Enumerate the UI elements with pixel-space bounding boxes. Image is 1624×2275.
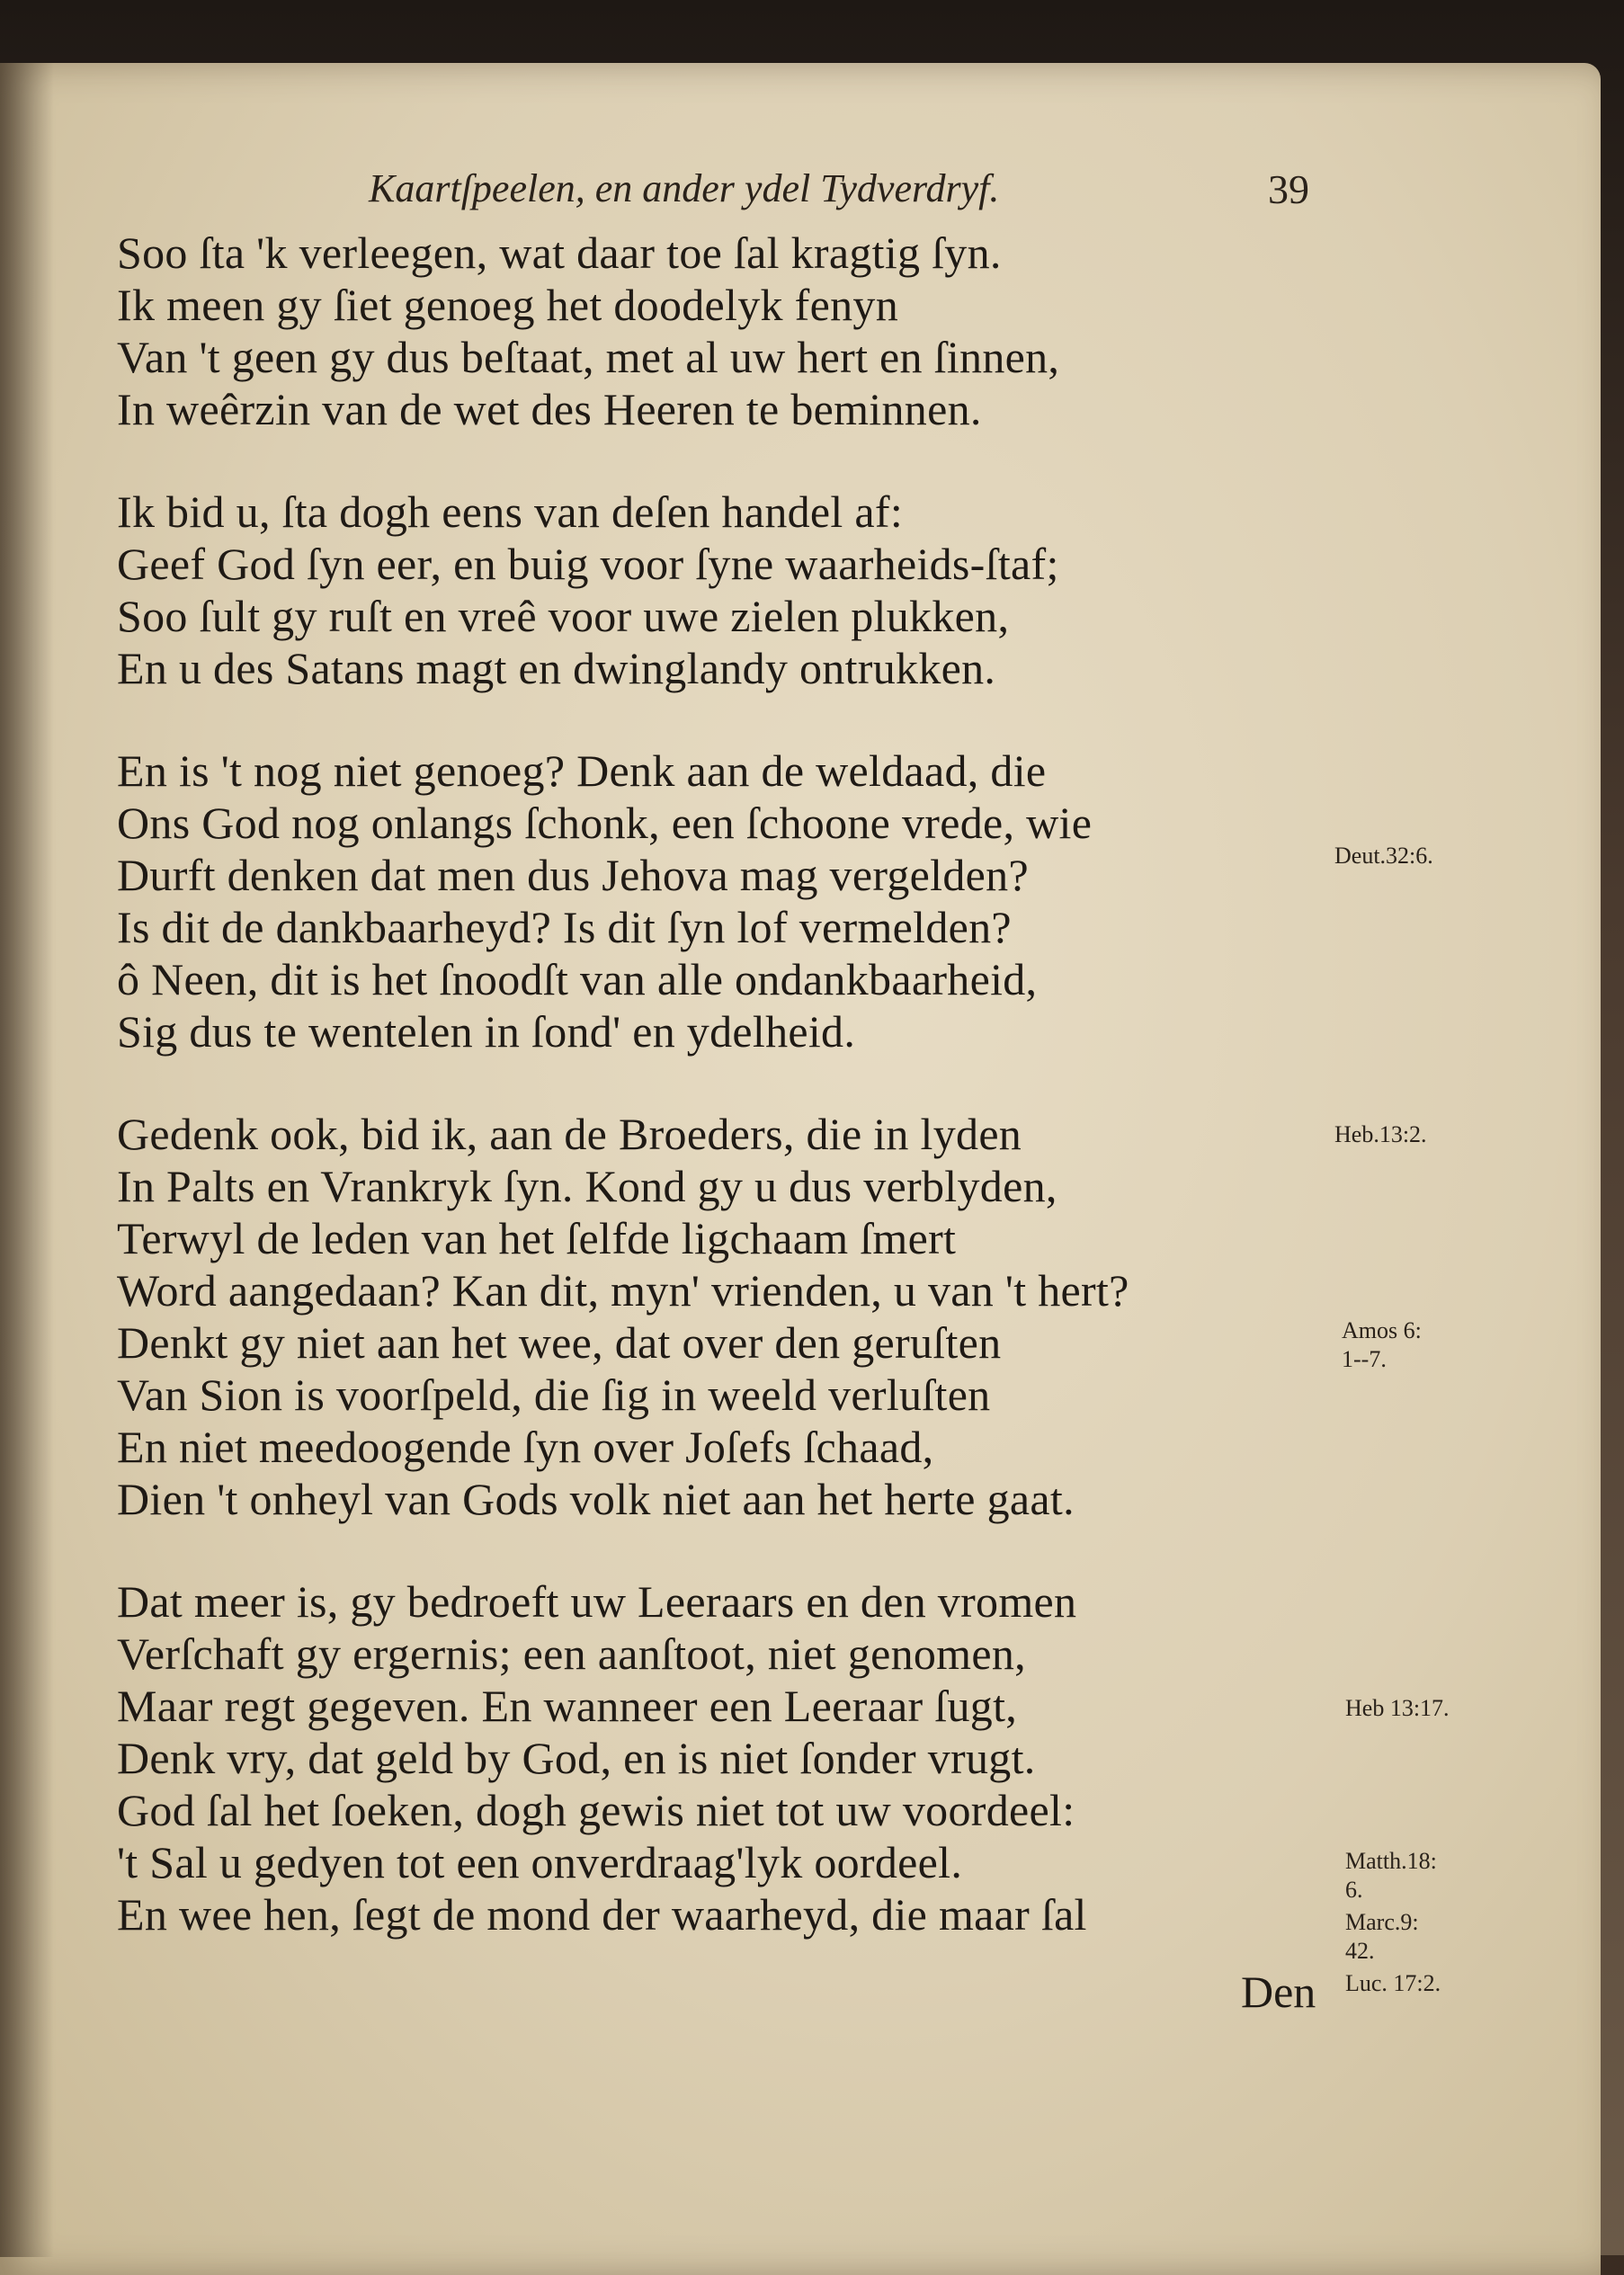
- verse-line: En wee hen, ſegt de mond der waarheyd, die maar ſal: [117, 1889, 1087, 1940]
- verse-line: Denkt gy niet aan het wee, dat over den geruſten: [117, 1317, 1002, 1368]
- verse-line: God ſal het ſoeken, dogh gewis niet tot uw voordeel:: [117, 1785, 1075, 1835]
- verse-line: Gedenk ook, bid ik, aan de Broeders, die in lyden: [117, 1109, 1022, 1159]
- stanza-2: [117, 486, 1313, 694]
- margin-note-matth-verse: 6.: [1345, 1877, 1363, 1903]
- verse-line: En u des Satans magt en dwinglandy ontrukken.: [117, 643, 996, 693]
- stanza-5: [117, 1575, 1313, 1940]
- verse-line: Ik bid u, ſta dogh eens van deſen handel af:: [117, 486, 904, 537]
- verse-line: En is 't nog niet genoeg? Denk aan de weldaad, die: [117, 745, 1047, 796]
- verse-line: Van 't geen gy dus beſtaat, met al uw hert en ſinnen,: [117, 332, 1060, 382]
- verse-line: Dat meer is, gy bedroeft uw Leeraars en den vromen: [117, 1576, 1077, 1627]
- verse-line: Van Sion is voorſpeld, die ſig in weeld verluſten: [117, 1369, 991, 1420]
- verse-line: In Palts en Vrankryk ſyn. Kond gy u dus verblyden,: [117, 1161, 1057, 1211]
- verse-line: Ik meen gy ſiet genoeg het doodelyk fenyn: [117, 280, 898, 330]
- catchword: Den: [1241, 1967, 1316, 2017]
- margin-note-marc: Marc.9:: [1345, 1909, 1419, 1935]
- verse-line: Verſchaft gy ergernis; een aanſtoot, niet genomen,: [117, 1628, 1026, 1679]
- page-gutter-shadow: [0, 63, 54, 2257]
- verse-line: Ons God nog onlangs ſchonk, een ſchoone vrede, wie: [117, 798, 1093, 848]
- verse-line: 't Sal u gedyen tot een onverdraag'lyk oordeel.: [117, 1837, 963, 1887]
- stanza-3: [117, 745, 1313, 1057]
- poem-body: [117, 227, 1313, 1991]
- margin-note-heb-13-17: Heb 13:17.: [1345, 1695, 1450, 1721]
- margin-note-marc-verse: 42.: [1345, 1938, 1375, 1964]
- margin-note-amos-verses: 1--7.: [1342, 1346, 1387, 1372]
- verse-line: Dien 't onheyl van Gods volk niet aan het herte gaat.: [117, 1474, 1075, 1524]
- verse-line: Sig dus te wentelen in ſond' en ydelheid.: [117, 1006, 856, 1057]
- verse-line: Geef God ſyn eer, en buig voor ſyne waarheids-ſtaf;: [117, 539, 1059, 589]
- verse-line: Terwyl de leden van het ſelfde ligchaam ſmert: [117, 1213, 957, 1263]
- verse-line: En niet meedoogende ſyn over Joſefs ſchaad,: [117, 1422, 934, 1472]
- margin-note-luc: Luc. 17:2.: [1345, 1970, 1441, 1996]
- margin-note-deut: Deut.32:6.: [1334, 843, 1433, 869]
- margin-note-heb-13-2: Heb.13:2.: [1334, 1121, 1427, 1147]
- running-title: Kaartſpeelen, en ander ydel Tydverdryf.: [369, 166, 1000, 210]
- verse-line: Is dit de dankbaarheyd? Is dit ſyn lof vermelden?: [117, 902, 1012, 952]
- stanza-1: [117, 227, 1313, 435]
- margin-note-matth: Matth.18:: [1345, 1848, 1437, 1874]
- verse-line: Soo ſta 'k verleegen, wat daar toe ſal kragtig ſyn.: [117, 228, 1002, 278]
- verse-line: In weêrzin van de wet des Heeren te beminnen.: [117, 384, 982, 434]
- page-number: 39: [1268, 166, 1309, 212]
- verse-line: Denk vry, dat geld by God, en is niet ſonder vrugt.: [117, 1733, 1036, 1783]
- verse-line: Soo ſult gy ruſt en vreê voor uwe zielen plukken,: [117, 591, 1010, 641]
- stanza-4: [117, 1108, 1313, 1525]
- verse-line: Word aangedaan? Kan dit, myn' vrienden, u van 't hert?: [117, 1265, 1129, 1316]
- verse-line: Durft denken dat men dus Jehova mag vergelden?: [117, 850, 1029, 900]
- verse-line: ô Neen, dit is het ſnoodſt van alle ondankbaarheid,: [117, 954, 1038, 1004]
- margin-note-amos: Amos 6:: [1342, 1317, 1422, 1343]
- verse-line: Maar regt gegeven. En wanneer een Leeraar ſugt,: [117, 1681, 1018, 1731]
